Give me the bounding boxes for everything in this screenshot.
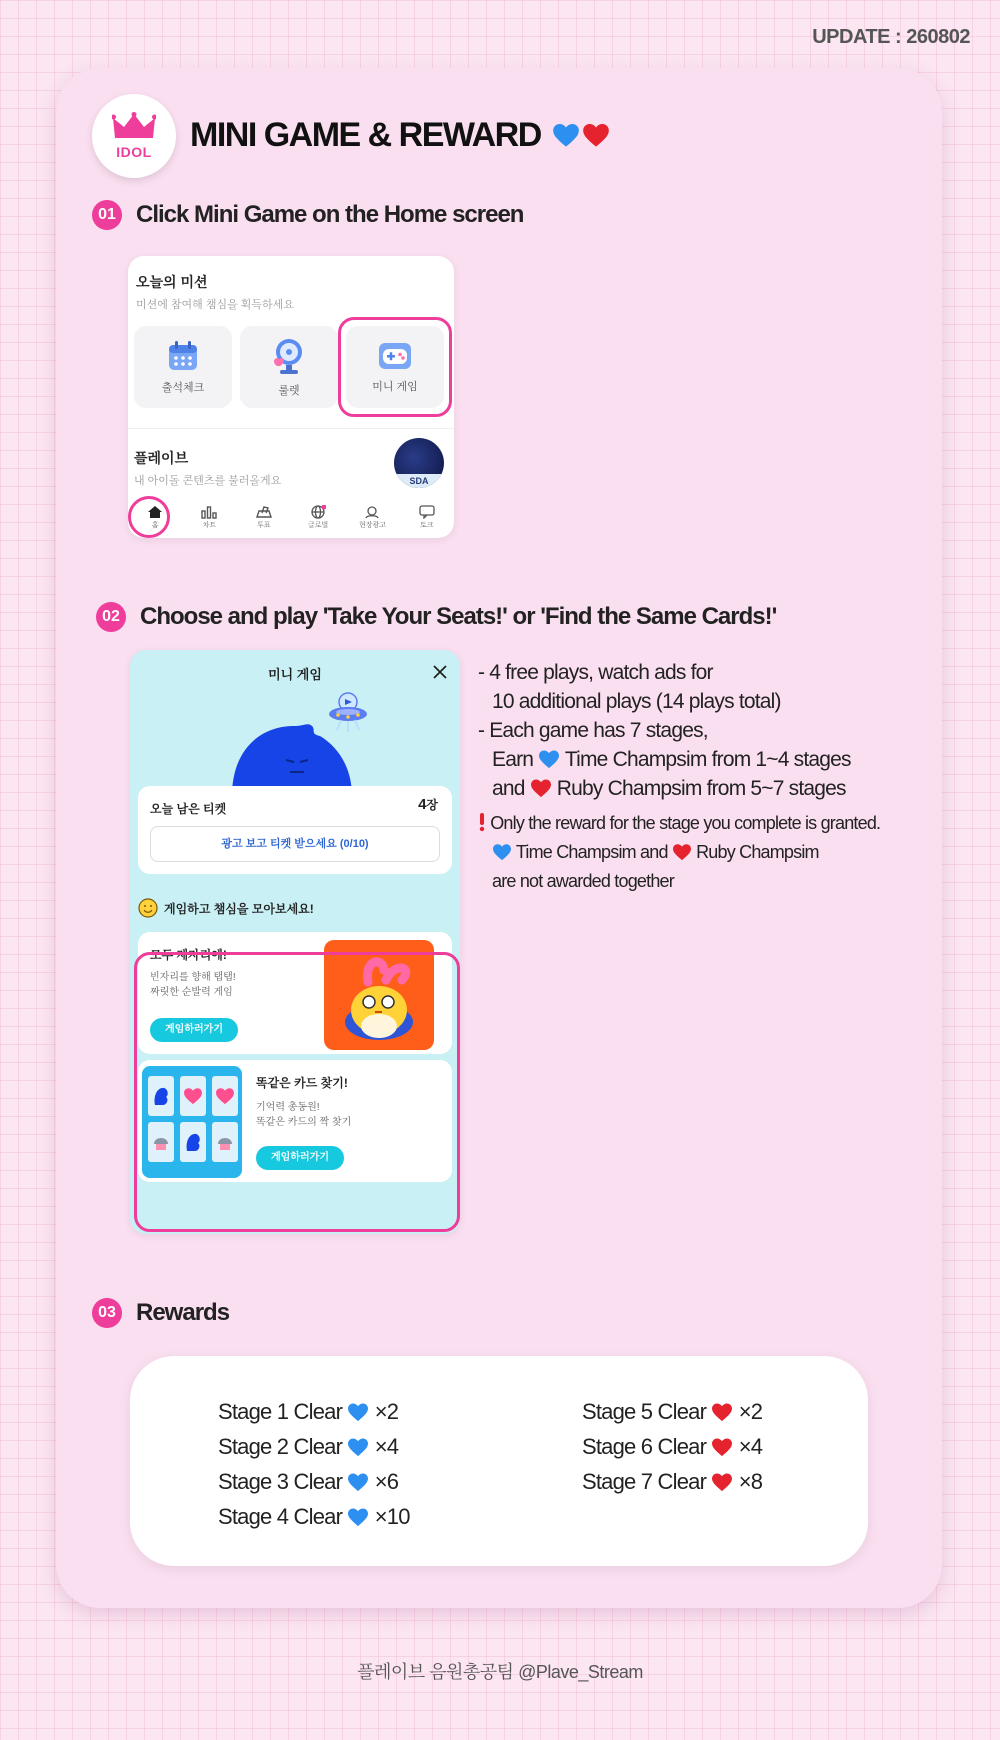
note-text2a: Time Champsim and	[515, 842, 668, 862]
step2-bullets	[478, 658, 948, 896]
reward-mult: ×2	[374, 1399, 399, 1424]
footer-credit: 플레이브 음원총공팀 @Plave_Stream	[357, 1662, 643, 1682]
nav-label: 투표	[257, 521, 271, 529]
step-badge-01: 01	[92, 200, 122, 230]
blue-heart-icon	[347, 1402, 369, 1422]
bottom-nav	[128, 496, 454, 538]
note-line1	[478, 809, 948, 838]
bullet-time	[478, 745, 948, 774]
step-badge-03: 03	[92, 1298, 122, 1328]
red-heart-icon	[672, 843, 692, 861]
step1-title: Click Mini Game on the Home screen	[136, 201, 524, 228]
smile-icon	[138, 898, 158, 918]
reward-label: Stage 1 Clear	[218, 1399, 343, 1424]
reward-label: Stage 6 Clear	[582, 1434, 707, 1459]
avatar-label: SDA	[394, 474, 444, 488]
blue-heart-icon	[347, 1437, 369, 1457]
plave-title: 플레이브	[134, 450, 189, 466]
game1-title: 모두 제자리에!	[150, 948, 227, 962]
reward-row	[218, 1464, 410, 1499]
logo-text: IDOL	[116, 144, 152, 160]
nav-label: 현장광고	[358, 521, 386, 529]
nav-label: 토크	[420, 521, 434, 529]
bullet-plays: - 4 free plays, watch ads for	[478, 661, 713, 684]
reward-row	[582, 1429, 762, 1464]
collect-row	[138, 898, 314, 918]
crown-icon	[112, 112, 156, 142]
reward-row	[218, 1394, 410, 1429]
reward-label: Stage 2 Clear	[218, 1434, 343, 1459]
reward-label: Stage 4 Clear	[218, 1504, 343, 1529]
reward-label: Stage 3 Clear	[218, 1469, 343, 1494]
bullet-ruby-pre: and	[492, 777, 525, 800]
home-highlight	[128, 496, 170, 538]
tile-label: 룰렛	[278, 385, 300, 397]
game1-play-button[interactable]: 게임하러가기	[150, 1018, 238, 1042]
blue-heart-icon	[538, 749, 560, 769]
reward-mult: ×6	[374, 1469, 399, 1494]
reward-mult: ×4	[738, 1434, 763, 1459]
note-text1: Only the reward for the stage you complete is granted.	[490, 813, 881, 833]
vote-icon	[256, 505, 272, 519]
update-label: UPDATE : 260802	[812, 26, 970, 48]
blue-heart-icon	[552, 122, 580, 148]
bullet-plays-cont: 10 additional plays (14 plays total)	[492, 690, 781, 713]
divider	[128, 428, 454, 429]
red-heart-icon	[582, 122, 610, 148]
home-screen-mockup	[128, 256, 454, 538]
close-icon[interactable]	[432, 664, 448, 680]
step-badge-02: 02	[96, 602, 126, 632]
nav-vote[interactable]	[244, 505, 284, 530]
game1-desc1: 빈자리를 향해 탭탭!	[150, 972, 236, 983]
tile-attendance[interactable]	[134, 326, 232, 408]
reward-mult: ×4	[374, 1434, 399, 1459]
rewards-ruby-column	[582, 1394, 762, 1499]
nav-label: 차트	[202, 521, 217, 529]
avatar[interactable]	[394, 438, 444, 488]
ticket-unit: 장	[426, 798, 438, 812]
note-line2	[478, 838, 948, 867]
rewards-time-column	[218, 1394, 410, 1534]
title-hearts	[552, 122, 610, 148]
chart-icon	[201, 505, 217, 519]
reward-row	[218, 1429, 410, 1464]
red-heart-icon	[711, 1437, 733, 1457]
rewards-panel	[130, 1356, 868, 1566]
ticket-number: 4	[418, 796, 427, 813]
plave-subtitle: 내 아이돌 콘텐츠를 불러올게요	[134, 475, 282, 487]
nav-label: 글로벌	[307, 521, 329, 529]
bullet-ruby-post: Ruby Champsim from 5~7 stages	[556, 777, 846, 800]
red-heart-icon	[711, 1402, 733, 1422]
ticket-panel	[138, 786, 452, 874]
reward-mult: ×2	[738, 1399, 763, 1424]
note-text2b: Ruby Champsim	[696, 842, 819, 862]
nav-chart[interactable]	[189, 505, 229, 530]
blue-heart-icon	[492, 843, 512, 861]
note-line3: are not awarded together	[492, 871, 674, 891]
reward-mult: ×10	[374, 1504, 410, 1529]
step3-title: Rewards	[136, 1299, 230, 1326]
talk-icon	[419, 505, 435, 519]
reward-label: Stage 7 Clear	[582, 1469, 707, 1494]
reward-note	[478, 809, 948, 896]
bullet-stages: - Each game has 7 stages,	[478, 719, 708, 742]
tile-roulette[interactable]	[240, 326, 338, 408]
nav-global[interactable]	[298, 505, 338, 530]
roulette-icon	[271, 336, 307, 376]
red-heart-icon	[530, 778, 552, 798]
red-heart-icon	[711, 1472, 733, 1492]
globe-icon	[310, 505, 326, 519]
idol-logo	[92, 94, 176, 178]
page-title: MINI GAME & REWARD	[190, 116, 541, 154]
mission-title: 오늘의 미션	[136, 274, 208, 290]
reward-label: Stage 5 Clear	[582, 1399, 707, 1424]
blue-heart-icon	[347, 1472, 369, 1492]
ticket-label: 오늘 남은 티켓	[150, 802, 227, 816]
ticket-count	[418, 796, 438, 813]
nav-ad[interactable]	[352, 505, 392, 530]
reward-row	[582, 1464, 762, 1499]
game2-desc1: 기억력 총동원!	[256, 1102, 320, 1113]
nav-talk[interactable]	[407, 505, 447, 530]
game1-desc2: 짜릿한 순발력 게임	[150, 987, 233, 998]
reward-row	[582, 1394, 762, 1429]
ad-icon	[364, 505, 380, 519]
collect-label: 게임하고 챔심을 모아보세요!	[164, 901, 314, 916]
mini-game-highlight	[338, 317, 452, 417]
reward-row	[218, 1499, 410, 1534]
calendar-icon	[166, 339, 200, 373]
bullet-time-pre: Earn	[492, 748, 534, 771]
game2-desc2: 똑같은 카드의 짝 찾기	[256, 1117, 352, 1128]
mission-subtitle: 미션에 참여해 챔심을 획득하세요	[136, 299, 294, 311]
reward-mult: ×8	[738, 1469, 763, 1494]
exclamation-icon	[478, 812, 486, 832]
tile-label: 출석체크	[161, 382, 205, 394]
mini-game-header: 미니 게임	[268, 667, 322, 682]
games-highlight	[134, 952, 460, 1232]
bullet-time-post: Time Champsim from 1~4 stages	[564, 748, 851, 771]
nav-label: 홈	[151, 521, 159, 529]
bullet-ruby	[478, 774, 948, 803]
game2-play-button[interactable]: 게임하러가기	[256, 1146, 344, 1170]
blue-heart-icon	[347, 1507, 369, 1527]
step2-title: Choose and play 'Take Your Seats!' or 'Find the Same Cards!'	[140, 603, 777, 630]
game2-title: 똑같은 카드 찾기!	[256, 1076, 348, 1090]
tile-label: 미니 게임	[372, 381, 418, 393]
watch-ad-button[interactable]: 광고 보고 티켓 받으세요 (0/10)	[150, 826, 440, 862]
